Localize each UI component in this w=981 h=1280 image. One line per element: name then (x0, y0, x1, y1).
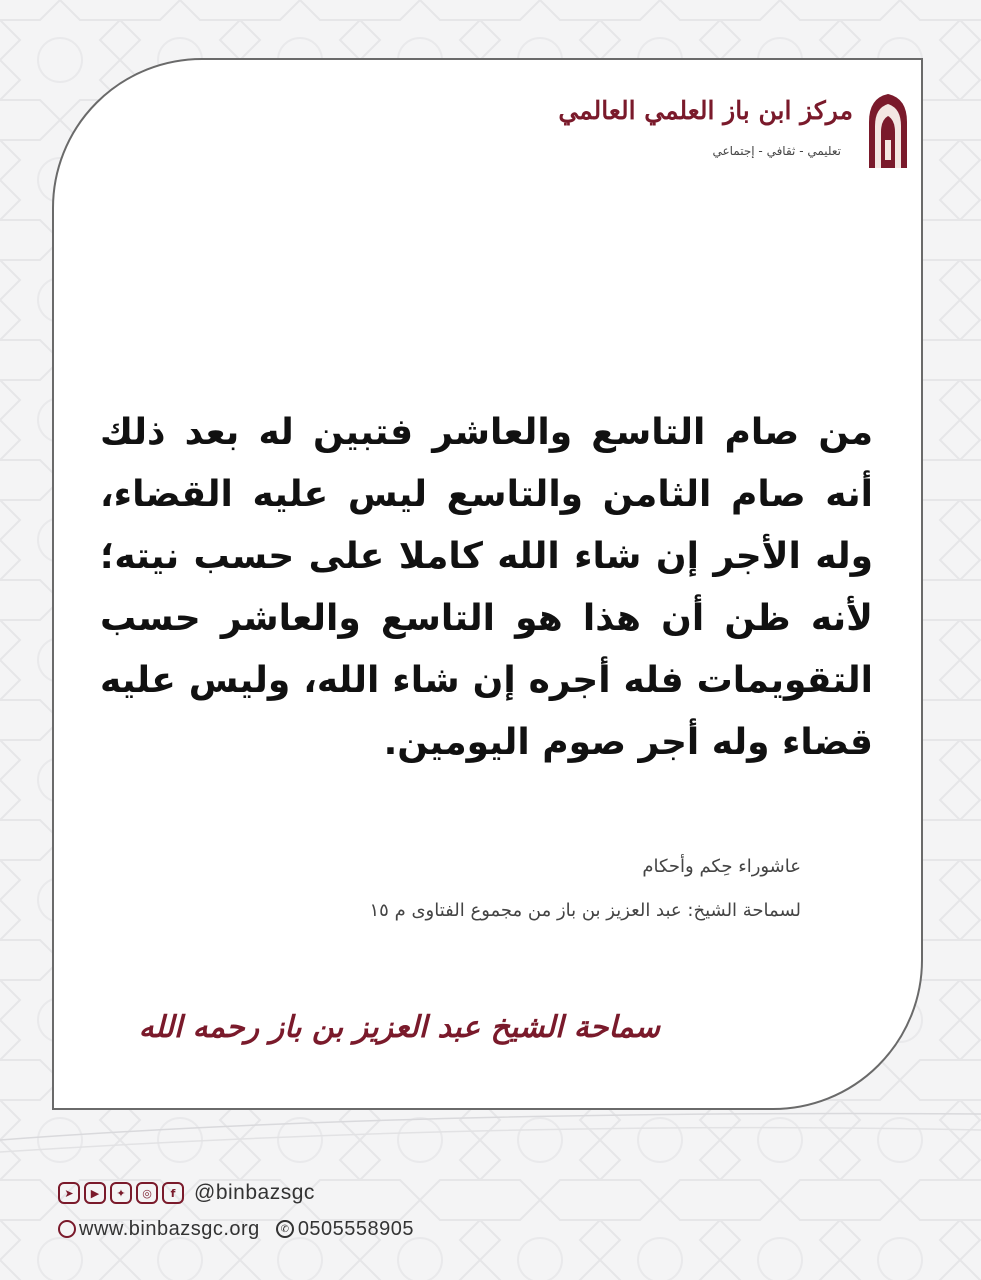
contact-row (58, 1212, 414, 1246)
center-name: مركز ابن باز العلمي العالمي (558, 96, 853, 125)
whatsapp-icon: ✆ (276, 1220, 294, 1238)
instagram-icon[interactable]: ◎ (136, 1182, 158, 1204)
fatwa-line: أنه صام الثامن والتاسع ليس عليه القضاء، (100, 474, 873, 515)
website-link[interactable]: www.binbazsgc.org (79, 1217, 260, 1240)
fatwa-line: وله الأجر إن شاء الله كاملا على حسب نيته؛ (100, 536, 873, 577)
youtube-icon[interactable]: ▶ (84, 1182, 106, 1204)
fatwa-line: من صام التاسع والعاشر فتبين له بعد ذلك (100, 412, 873, 453)
fatwa-text (100, 402, 873, 774)
source-citation: لسماحة الشيخ: عبد العزيز بن باز من مجموع الفتاوى م ١٥ (369, 900, 801, 921)
social-handle[interactable]: @binbazsgc (194, 1181, 315, 1204)
fatwa-line: لأنه ظن أن هذا هو التاسع والعاشر حسب (100, 598, 873, 639)
footer (58, 1178, 414, 1246)
globe-icon (58, 1220, 76, 1238)
footer-decoration (0, 1100, 981, 1160)
source-block (370, 845, 801, 933)
phone-number[interactable]: 0505558905 (297, 1217, 415, 1240)
social-row (58, 1178, 414, 1208)
fatwa-line: التقويمات فله أجره إن شاء الله، وليس عليه (100, 660, 873, 701)
telegram-icon[interactable]: ➤ (58, 1182, 80, 1204)
facebook-icon[interactable]: f (162, 1182, 184, 1204)
twitter-icon[interactable]: ✦ (110, 1182, 132, 1204)
source-title: عاشوراء حِكم وأحكام (642, 856, 801, 877)
fatwa-line: قضاء وله أجر صوم اليومين. (383, 722, 873, 763)
center-tagline: تعليمي - ثقافي - إجتماعي (712, 144, 841, 158)
sheikh-signature: سماحة الشيخ عبد العزيز بن باز رحمه الله (138, 1010, 660, 1045)
mosque-arch-icon (865, 92, 911, 168)
center-logo (558, 92, 911, 182)
